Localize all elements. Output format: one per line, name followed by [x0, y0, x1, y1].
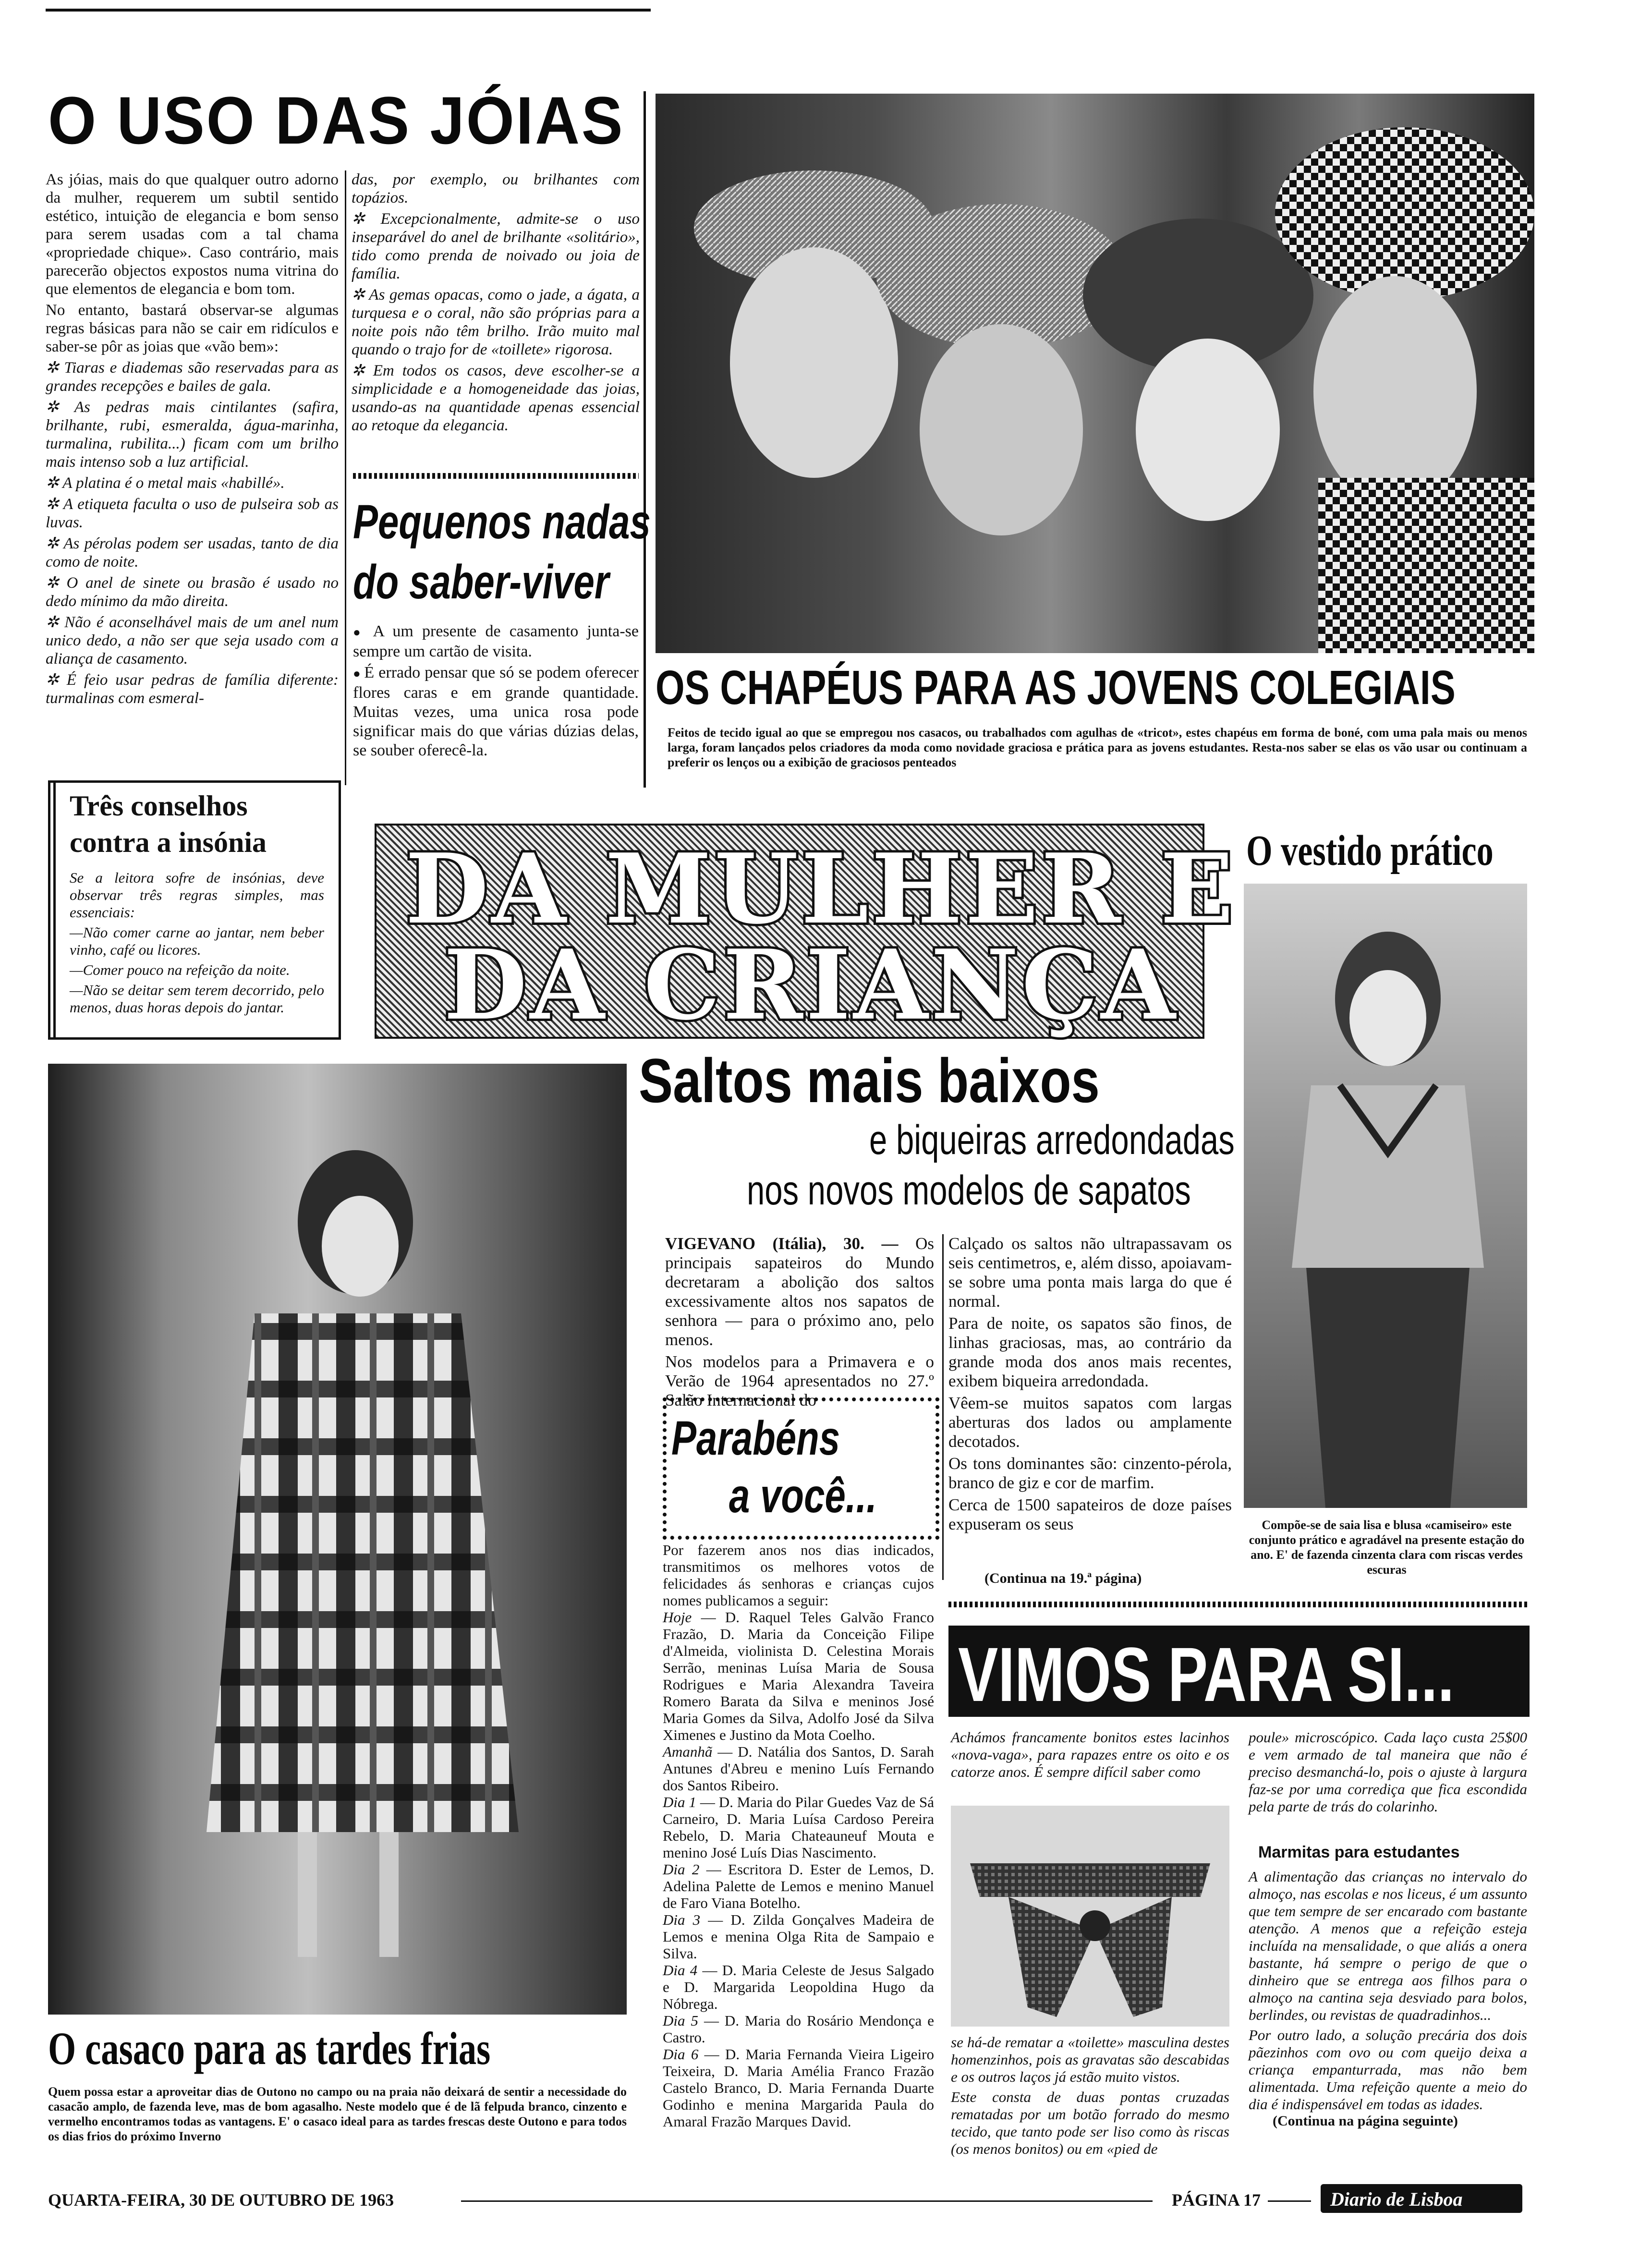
newspaper-logo	[1321, 2184, 1522, 2213]
wavy-separator	[353, 473, 639, 479]
top-rule	[46, 9, 651, 12]
insomnia-title-line2: contra a insónia	[70, 826, 267, 858]
jewels-paragraph: das, por exemplo, ou brilhantes com topázios.	[352, 171, 640, 206]
tip-item: ● A um presente de casamento junta-se sempre um cartão de visita.	[353, 622, 639, 661]
seen-paragraph: se há-de rematar a «toilette» masculina destes homenzinhos, pois as gravatas são descabidas e os outros laços já estão muito vistos.	[951, 2034, 1229, 2085]
jewels-title: O USO DAS JÓIAS	[48, 83, 625, 158]
dress-title: O vestido prático	[1246, 827, 1494, 874]
birthday-day: Dia 1	[663, 1794, 696, 1810]
birthday-day: Hoje	[663, 1609, 692, 1626]
shoes-column-2	[948, 1234, 1232, 1537]
tips-title-line2: do saber-viver	[353, 555, 609, 609]
seen-continued: (Continua na página seguinte)	[1273, 2113, 1458, 2129]
birthday-day: Dia 4	[663, 1962, 698, 1979]
dateline: VIGEVANO (Itália), 30. —	[665, 1234, 899, 1253]
banner-line1: DA MULHER E	[405, 833, 1237, 946]
insomnia-title-line1: Três conselhos	[70, 790, 248, 822]
logo-text: Diario de Lisboa	[1330, 2188, 1463, 2210]
birthday-box	[663, 1397, 939, 1540]
birthday-entry: Dia 5 — D. Maria do Rosário Mendonça e Castro.	[663, 2012, 934, 2046]
shoes-paragraph: Calçado os saltos não ultrapassavam os seis centimetros, e, além disso, apoiavam-se sobre uma ponta mais larga do que é normal.	[948, 1234, 1232, 1311]
coat-caption: Quem possa estar a aproveitar dias de Outono no campo ou na praia não deixará de sentir a necessidade do casacão amplo, de fazenda leve, mas de bom agasalho. Neste modelo que é de lã felpuda branco, cinzento e vermelho encontramos todas as vantagens. E' o casaco ideal para as tardes frescas deste Outono e para todos os dias frios do próximo Inverno	[48, 2085, 627, 2143]
birthday-entry: Hoje — D. Raquel Teles Galvão Franco Frazão, D. Maria da Conceição Filipe d'Almeida, violinista D. Celestina Morais Serrão, meninas Luísa Maria de Sousa Rodrigues e Maria Alexandra Taveira Romero Barata da Silva e meninos José Maria Gomes da Silva, Adolfo José da Silva Ximenes e Justino da Mota Coelho.	[663, 1609, 934, 1743]
seen-paragraph: Este consta de duas pontas cruzadas rematadas por um botão forrado do mesmo tecido, que tanto pode ser liso como às riscas (os menos bonitos) ou em «pied de	[951, 2089, 1229, 2157]
jewels-paragraph: As jóias, mais do que qualquer outro adorno da mulher, requerem um subtil sentido estético, intuição de elegancia e bom senso para serem usadas com a tal chama «propriedade chique». Caso contrário, mais parecerão objectos expostos numa vitrina do que elementos de elegancia e bom tom.	[46, 171, 339, 298]
jewels-paragraph: ✲ O anel de sinete ou brasão é usado no dedo mínimo da mão direita.	[46, 574, 339, 610]
jewels-paragraph: ✲ As pérolas podem ser usadas, tanto de dia como de noite.	[46, 535, 339, 571]
footer-rule	[461, 2200, 1153, 2202]
birthday-day: Amanhã	[663, 1743, 713, 1760]
shoes-subtitle-line1: e biqueiras arredondadas	[869, 1117, 1235, 1163]
insomnia-paragraph: —Não se deitar sem terem decorrido, pelo menos, duas horas depois do jantar.	[70, 982, 324, 1016]
jewels-paragraph: ✲ As gemas opacas, como o jade, a ágata, a turquesa e o coral, não são próprias para a noite pois não têm brilho. Irão muito mal quando o trajo for de «toillete» rigorosa.	[352, 286, 640, 358]
shoes-paragraph: Os tons dominantes são: cinzento-pérola, branco de giz e cor de marfim.	[948, 1454, 1232, 1492]
dress-photo	[1244, 884, 1527, 1508]
insomnia-box	[48, 780, 341, 1040]
hats-photo	[656, 94, 1534, 653]
insomnia-paragraph: —Não comer carne ao jantar, nem beber vinho, café ou licores.	[70, 924, 324, 958]
column-rule	[644, 91, 646, 788]
footer-page: PÁGINA 17	[1172, 2190, 1261, 2210]
seen-paragraph: Por outro lado, a solução precária dos dois pãezinhos com ovo ou com queijo deixa a criança empanturrada, mas não bem alimentada. Uma refeição quente a meio do dia é indispensável em todas as idades.	[1249, 2027, 1527, 2113]
birthday-day: Dia 3	[663, 1911, 701, 1928]
birthday-entry: Dia 6 — D. Maria Fernanda Vieira Ligeiro Teixeira, D. Maria Amélia Franco Frazão Castelo Branco, D. Maria Fernanda Duarte Godinho e menina Margarida Paula do Amaral Frazão Marques David.	[663, 2046, 935, 2130]
shoes-paragraph: Para de noite, os sapatos são finos, de linhas graciosas, mas, ao contrário da grande moda dos anos mais recentes, exibem biqueira arredondada.	[948, 1314, 1232, 1390]
seen-intro: Achámos francamente bonitos estes lacinhos «nova-vaga», para rapazes entre os oito e os catorze anos. É sempre difícil saber como	[951, 1729, 1229, 1780]
jewels-paragraph: ✲ A etiqueta faculta o uso de pulseira sob as luvas.	[46, 496, 339, 531]
birthday-entry: Dia 2 — Escritora D. Ester de Lemos, D. Adelina Palette de Lemos e menino Manuel de Faro Viana Botelho.	[663, 1861, 934, 1911]
shoes-paragraph: Nos modelos para a Primavera e o Verão de 1964 apresentados no 27.º Salão Internacional do	[665, 1352, 934, 1409]
insomnia-paragraph: —Comer pouco na refeição da noite.	[70, 961, 290, 978]
column-divider	[345, 170, 346, 785]
birthday-title-line1: Parabéns	[671, 1411, 840, 1465]
shoes-subtitle-line2: nos novos modelos de sapatos	[747, 1167, 1191, 1214]
seen-subtitle: Marmitas para estudantes	[1258, 1843, 1460, 1861]
jewels-paragraph: ✲ É feio usar pedras de família diferente: turmalinas com esmeral-	[46, 671, 339, 707]
tips-title-line1: Pequenos nadas	[353, 495, 651, 549]
birthday-day: Dia 6	[663, 2046, 699, 2063]
shoes-title: Saltos mais baixos	[639, 1045, 1100, 1116]
tip-item: ● É errado pensar que só se podem oferecer flores caras e em grande quantidade. Muitas vezes, uma unica rosa pode significar mais do que várias dúzias delas, se souber oferecê-la.	[353, 663, 639, 760]
jewels-paragraph: ✲ Tiaras e diademas são reservadas para as grandes recepções e bailes de gala.	[46, 359, 339, 395]
shoes-paragraph: VIGEVANO (Itália), 30. — Os principais sapateiros do Mundo decretaram a abolição dos saltos excessivamente altos nos sapatos de senhora — para o próximo ano, pelo menos.	[665, 1234, 934, 1349]
birthday-intro: Por fazerem anos nos dias indicados, transmitimos os melhores votos de felicidades ás senhoras e crianças cujos nomes publicamos a seguir:	[663, 1542, 934, 1609]
jewels-paragraph: ✲ A platina é o metal mais «habillé».	[46, 474, 285, 492]
shoes-paragraph: Vêem-se muitos sapatos com largas aberturas dos lados ou amplamente decotados.	[948, 1394, 1232, 1451]
jewels-paragraph: ✲ Excepcionalmente, admite-se o uso inseparável do anel de brilhante «solitário», tido como prenda de noivado ou joia de família.	[352, 210, 640, 282]
coat-photo	[48, 1064, 627, 2015]
tips-list	[353, 622, 639, 762]
birthday-entry: Dia 1 — D. Maria do Pilar Guedes Vaz de Sá Carneiro, D. Maria Luísa Cardoso Pereira Rebelo, D. Maria Chateauneuf Mouta e menino José Luís Dias Nascimento.	[663, 1794, 935, 1861]
footer-date: QUARTA-FEIRA, 30 DE OUTUBRO DE 1963	[48, 2190, 394, 2210]
insomnia-paragraph: Se a leitora sofre de insónias, deve observar três regras simples, mas essenciais:	[70, 869, 324, 921]
jewels-paragraph: No entanto, bastará observar-se algumas regras básicas para não se cair em ridículos e saber-se pôr as joias que «vão bem»:	[46, 302, 339, 355]
birthday-day: Dia 2	[663, 1861, 700, 1878]
birthday-day: Dia 5	[663, 2012, 698, 2029]
birthday-title-line2: a você...	[729, 1469, 877, 1523]
birthday-text	[663, 1542, 934, 2130]
section-banner	[375, 824, 1237, 1042]
birthday-entry: Amanhã — D. Natália dos Santos, D. Sarah Antunes d'Abreu e menino Luís Fernando dos Santos Ribeiro.	[663, 1743, 934, 1794]
seen-column-2-top: poule» microscópico. Cada laço custa 25$00 e vem armado de tal maneira que não é preciso desmanchá-lo, pois o ajuste à largura faz-se por uma corrediça que fica escondida pela parte de trás do colarinho.	[1249, 1729, 1527, 1815]
insomnia-text	[70, 869, 324, 1019]
hats-caption: Feitos de tecido igual ao que se empregou nos casacos, ou trabalhados com agulhas de «tricot», estes chapéus em forma de boné, com uma pala mais ou menos larga, foram lançados pelos criadores da moda como novidade graciosa e prática para as jovens estudantes. Resta-nos saber se elas os vão usar ou continuam a preferir os lenços ou a exibição de graciosos penteados	[668, 726, 1527, 769]
wavy-separator	[948, 1602, 1530, 1607]
column-divider	[942, 1234, 944, 1580]
birthday-entry: Dia 4 — D. Maria Celeste de Jesus Salgado e D. Margarida Leopoldina Hugo da Nóbrega.	[663, 1962, 935, 2012]
shoes-paragraph: Cerca de 1500 sapateiros de doze países expuseram os seus	[948, 1495, 1232, 1533]
banner-line2: DA CRIANÇA	[444, 929, 1178, 1042]
seen-column-1-bottom	[951, 2034, 1229, 2161]
footer-rule	[1268, 2200, 1311, 2202]
bow-tie-photo	[951, 1806, 1229, 2027]
jewels-column-2	[352, 170, 640, 437]
jewels-paragraph: ✲ As pedras mais cintilantes (safira, brilhante, rubi, esmeralda, água-marinha, turmalina, rubilita...) ficam com um brilho mais intenso sob a luz artificial.	[46, 399, 339, 471]
jewels-paragraph: ✲ Não é aconselhável mais de um anel num unico dedo, a não ser que seja usado com a aliança de casamento.	[46, 614, 339, 668]
birthday-entry: Dia 3 — D. Zilda Gonçalves Madeira de Lemos e menina Olga Rita de Sampaio e Silva.	[663, 1911, 935, 1962]
seen-title: VIMOS PARA SI...	[958, 1631, 1455, 1717]
hats-title: OS CHAPÉUS PARA AS JOVENS COLEGIAIS	[656, 661, 1456, 715]
seen-paragraph: A alimentação das crianças no intervalo do almoço, nas escolas e nos liceus, é um assunto que tem sempre de ser encarado com bastante atenção. A menos que a refeição esteja incluída na mensalidade, o que aliás a onera bastante, há sempre o perigo de que o dinheiro que se entrega aos filhos para o almoço na cantina seja desviado para bolos, berlindes, ou revistas de quadradinhos...	[1249, 1868, 1527, 2023]
seen-column-2-body	[1249, 1868, 1527, 2116]
seen-title-bar	[948, 1626, 1530, 1717]
jewels-paragraph: ✲ Em todos os casos, deve escolher-se a simplicidade e a homogeneidade das joias, usando-as na quantidade apenas essencial ao retoque da elegancia.	[352, 362, 640, 434]
shoes-column-1	[665, 1234, 934, 1413]
shoes-continued: (Continua na 19.ª página)	[984, 1570, 1142, 1586]
dress-caption: Compõe-se de saia lisa e blusa «camiseiro» este conjunto prático e agradável na presente estação do ano. E' de fazenda cinzenta clara com riscas verdes escuras	[1249, 1518, 1525, 1577]
coat-title: O casaco para as tardes frias	[48, 2023, 491, 2074]
jewels-column-1	[46, 170, 339, 710]
